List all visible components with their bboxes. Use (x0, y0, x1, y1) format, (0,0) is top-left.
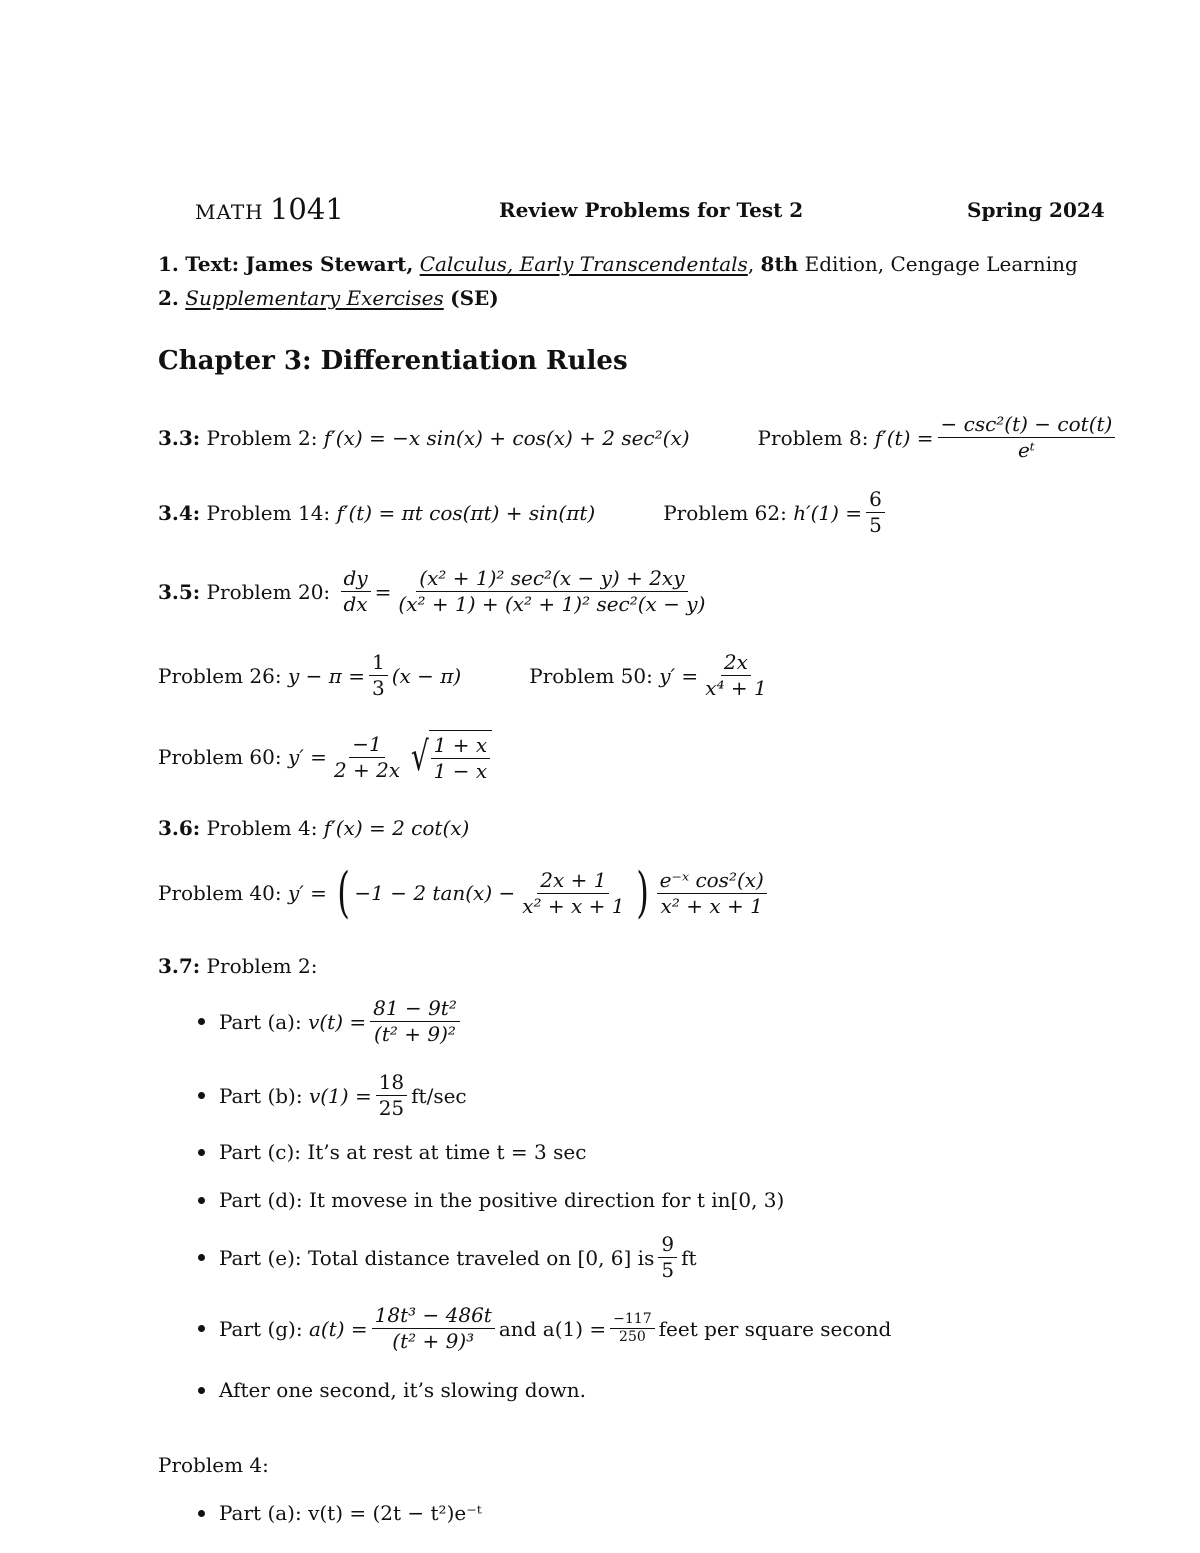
part-lhs: v(t) = (308, 1009, 367, 1034)
bullet-icon (198, 1254, 205, 1261)
section-3-6 (158, 816, 469, 840)
fraction (610, 1311, 654, 1347)
list-item-part-b (158, 1070, 467, 1121)
problem-lhs: y − π = (287, 663, 365, 688)
denominator: eᵗ (1018, 438, 1035, 462)
fraction (519, 868, 627, 919)
problem-label: Problem 4: (158, 1453, 269, 1477)
document-title: Review Problems for Test 2 (499, 198, 804, 222)
ref1-edition: 8th (760, 252, 799, 276)
section-label: 3.6: (158, 816, 201, 840)
expression-part: −1 − 2 tan(x) − (354, 881, 516, 905)
problem-answer: f′(x) = −x sin(x) + cos(x) + 2 sec²(x) (323, 425, 690, 450)
numerator: −1 (349, 732, 384, 758)
problem-label: Problem 4: (206, 816, 318, 840)
problem-label: Problem 62: (663, 500, 787, 525)
bullet-icon (198, 1092, 205, 1099)
term-label: Spring 2024 (967, 198, 1105, 222)
fraction (395, 566, 708, 617)
ref1-book: Calculus, Early Transcendentals (419, 252, 748, 276)
denominator: (x² + 1) + (x² + 1)² sec²(x − y) (398, 592, 706, 616)
bullet-icon (198, 1149, 205, 1156)
numerator: 2x + 1 (537, 868, 609, 894)
problem-40 (158, 861, 771, 924)
part-text: Part (c): It’s at rest at time t = 3 sec (219, 1140, 587, 1164)
problem-lhs: h′(1) = (793, 500, 863, 525)
section-label: 3.4: (158, 500, 201, 525)
part-text: Part (e): Total distance traveled on [0, 6] is (219, 1245, 655, 1270)
numerator: 18 (376, 1070, 407, 1096)
problem-lhs: y′ = (659, 663, 699, 688)
part-label: Part (a): (219, 1009, 302, 1034)
part-text: Part (a): v(t) = (2t − t²)e⁻ᵗ (219, 1501, 482, 1525)
denominator: (t² + 9)³ (392, 1329, 475, 1353)
course-code (195, 192, 344, 226)
ref2-number: 2. (158, 286, 179, 310)
bullet-icon (198, 1387, 205, 1394)
list-item-part-c (158, 1140, 586, 1164)
part-text: Part (d): It movese in the positive direction for t in[0, 3) (219, 1188, 785, 1212)
part-lhs: v(1) = (308, 1083, 372, 1108)
fraction (938, 412, 1116, 463)
problem-label: Problem 20: (206, 579, 331, 604)
problem-answer: f′(x) = 2 cot(x) (323, 816, 470, 840)
numerator: (x² + 1)² sec²(x − y) + 2xy (416, 566, 687, 592)
square-root (407, 730, 492, 784)
right-paren: ) (635, 861, 649, 924)
ref1-label: Text: (185, 252, 240, 276)
fraction (376, 1070, 407, 1121)
problem-lhs: y′ = (287, 745, 327, 769)
denominator: 250 (619, 1329, 646, 1345)
problem-label: Problem 26: (158, 663, 282, 688)
reference-1: 1. Text: James Stewart, Calculus, Early Transcendentals , 8th Edition, Cengage Learning (158, 252, 1078, 276)
problem-60 (158, 730, 492, 784)
problem-rhs: (x − π) (391, 663, 462, 688)
fraction (370, 996, 460, 1047)
section-3-5: 3.5: Problem 20: $\frac{dy}{dx}$ = $\frac{\text{(x² + 1)² sec²(x − y) + 2xy}}{\text{(x² + 1) + (x² + 1)² sec²(x − y)}}$ (158, 566, 712, 617)
unit: ft/sec (411, 1083, 467, 1108)
list-item-part-h (158, 1378, 586, 1402)
numerator: e⁻ˣ cos²(x) (657, 868, 767, 894)
numerator: 2x (721, 650, 751, 676)
part-label: Part (g): (219, 1316, 303, 1341)
course-prefix: MATH (195, 200, 264, 224)
section-3-7 (158, 954, 317, 978)
problem-label: Problem 50: (529, 663, 653, 688)
problem-label: Problem 14: (206, 500, 331, 525)
denominator: x² + x + 1 (522, 893, 625, 918)
denominator: x² + x + 1 (660, 893, 763, 918)
fraction (372, 1303, 495, 1354)
denominator: 1 − x (433, 759, 488, 783)
numerator: 81 − 9t² (370, 996, 460, 1022)
problem-label: Problem 2: (206, 954, 318, 978)
numerator: 1 + x (431, 733, 490, 759)
list-item-part-g (158, 1303, 891, 1354)
fraction (702, 650, 770, 701)
part-mid: and a(1) = (498, 1316, 607, 1341)
numerator: 6 (866, 487, 885, 513)
problem-lhs: f′(t) = (874, 425, 934, 450)
numerator: 18t³ − 486t (372, 1303, 495, 1329)
radical-sign: √ (410, 734, 429, 780)
fraction (658, 1232, 677, 1283)
denominator: dx (343, 592, 368, 616)
list-item-part-e (158, 1232, 697, 1283)
course-number: 1041 (269, 192, 344, 226)
fraction (331, 732, 403, 783)
numerator: −117 (610, 1311, 654, 1330)
denominator: 2 + 2x (333, 757, 401, 782)
numerator: − csc²(t) − cot(t) (938, 412, 1116, 438)
problem-26-50 (158, 650, 774, 701)
unit: ft (681, 1245, 697, 1270)
denominator: x⁴ + 1 (705, 676, 767, 700)
reference-2 (158, 286, 499, 310)
section-3-3 (158, 412, 1119, 463)
denominator: 5 (869, 513, 882, 537)
section-label: 3.5: (158, 579, 201, 604)
bullet-icon (198, 1325, 205, 1332)
bullet-icon (198, 1197, 205, 1204)
problem-label: Problem 2: (206, 425, 318, 450)
problem-answer: f′(t) = πt cos(πt) + sin(πt) (336, 500, 596, 525)
fraction (657, 868, 767, 919)
denominator: 3 (372, 676, 385, 700)
part-label: Part (b): (219, 1083, 303, 1108)
bullet-icon (198, 1510, 205, 1517)
list-item-p4-part-a (158, 1501, 482, 1525)
denominator: 5 (661, 1258, 675, 1282)
ref2-book: Supplementary Exercises (185, 286, 444, 310)
ref1-rest: Edition, Cengage Learning (804, 252, 1078, 276)
list-item-part-d (158, 1188, 784, 1212)
section-3-4 (158, 487, 889, 538)
denominator: (t² + 9)² (374, 1022, 456, 1046)
left-paren: ( (337, 861, 351, 924)
ref1-number: 1. (158, 252, 179, 276)
problem-4-heading (158, 1453, 269, 1477)
problem-label: Problem 8: (757, 425, 869, 450)
section-label: 3.3: (158, 425, 201, 450)
denominator: 25 (378, 1096, 405, 1120)
problem-label: Problem 40: (158, 881, 282, 905)
bullet-icon (198, 1018, 205, 1025)
fraction (866, 487, 885, 538)
fraction (369, 650, 388, 701)
fraction (341, 566, 371, 617)
ref1-author: James Stewart, (245, 252, 414, 276)
section-label: 3.7: (158, 954, 201, 978)
unit: feet per square second (658, 1316, 892, 1341)
problem-lhs: y′ = (287, 881, 327, 905)
ref2-abbr: (SE) (450, 286, 499, 310)
problem-label: Problem 60: (158, 745, 282, 769)
part-lhs: a(t) = (308, 1316, 368, 1341)
part-text: After one second, it’s slowing down. (219, 1378, 587, 1402)
fraction (431, 733, 490, 784)
numerator: dy (341, 566, 371, 592)
numerator: 1 (369, 650, 388, 676)
chapter-heading: Chapter 3: Differentiation Rules (158, 346, 628, 376)
list-item-part-a (158, 996, 464, 1047)
numerator: 9 (658, 1232, 677, 1258)
